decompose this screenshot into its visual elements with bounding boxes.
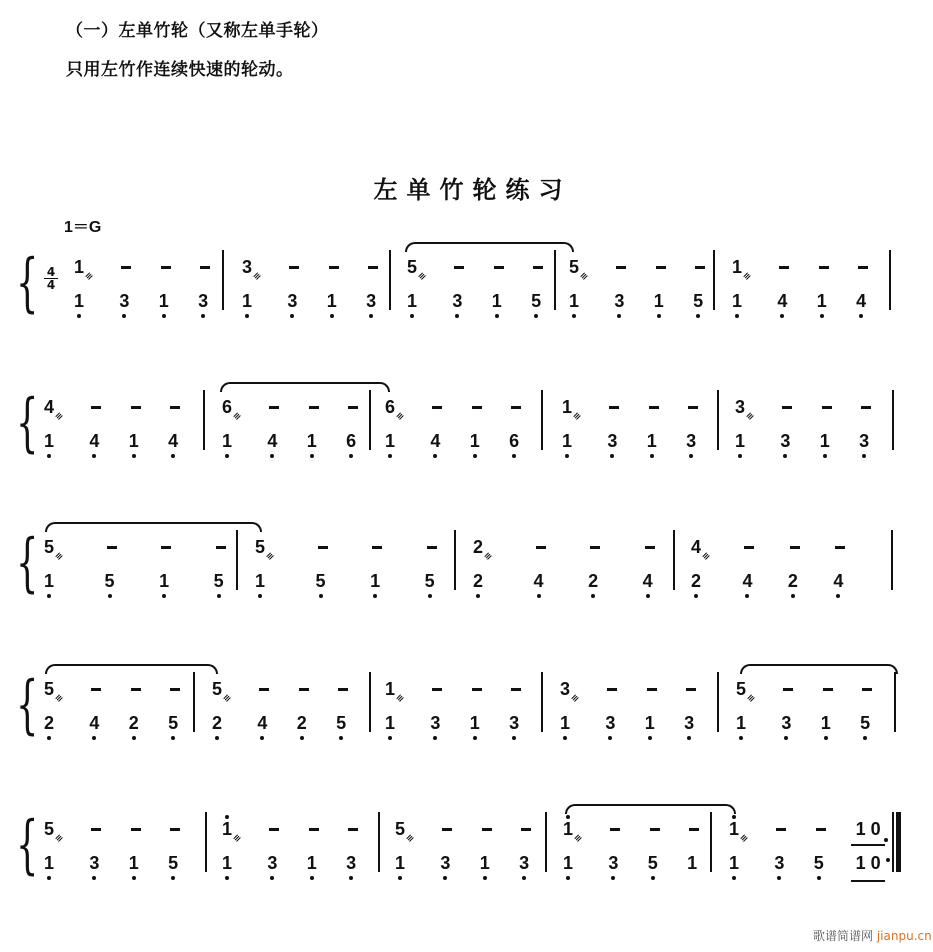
lower-note: 3 (781, 713, 792, 733)
rest-dash (170, 688, 180, 691)
lower-note: 1 (221, 431, 232, 451)
section-description: 只用左竹作连续快速的轮动。 (66, 60, 294, 80)
barline (369, 390, 371, 450)
lower-note: 3 (198, 291, 209, 311)
lower-note: 1 (73, 291, 84, 311)
watermark-cn: 歌谱简谱网 (813, 929, 874, 943)
lower-note: 2 (588, 571, 599, 591)
rest-dash (442, 828, 452, 831)
barline (454, 530, 456, 590)
lower-note: 2 (787, 571, 798, 591)
lower-note: 3 (287, 291, 298, 311)
brace-icon: { (16, 246, 39, 320)
tremolo-icon: ≡ (53, 693, 66, 705)
key-signature: 1＝G (64, 219, 102, 236)
rest-dash (823, 688, 833, 691)
upper-note: 1 (728, 819, 739, 839)
barline (554, 250, 556, 310)
lower-note: 1 (406, 291, 417, 311)
lower-note: 1 (469, 713, 480, 733)
lower-note: 1 (644, 713, 655, 733)
lower-note: 1 (731, 291, 742, 311)
rest-dash (816, 828, 826, 831)
rest-dash (91, 688, 101, 691)
lower-note: 2 (690, 571, 701, 591)
lower-note: 4 (257, 713, 268, 733)
rest-dash (609, 406, 619, 409)
lower-note: 5 (693, 291, 704, 311)
lower-note: 3 (780, 431, 791, 451)
rest-dash (616, 266, 626, 269)
lower-note: 5 (813, 853, 824, 873)
rest-dash (590, 546, 600, 549)
upper-note: 5 (568, 257, 579, 277)
final-barline (896, 812, 901, 872)
rest-dash (170, 406, 180, 409)
tremolo-icon: ≡ (53, 833, 66, 845)
tremolo-icon: ≡ (231, 833, 244, 845)
eighth-underline (851, 880, 885, 882)
lower-note: 1 (43, 571, 54, 591)
lower-note: 4 (533, 571, 544, 591)
rest-dash (269, 828, 279, 831)
lower-note: 5 (860, 713, 871, 733)
tremolo-icon: ≡ (482, 551, 495, 563)
rest-dash (776, 828, 786, 831)
tremolo-icon: ≡ (231, 411, 244, 423)
rest-dash (121, 266, 131, 269)
rest-dash (858, 266, 868, 269)
rest-dash (432, 688, 442, 691)
lower-note: 4 (267, 431, 278, 451)
rest-dash (348, 406, 358, 409)
lower-note: 1 (43, 853, 54, 873)
upper-note: 3 (559, 679, 570, 699)
upper-note: 4 (43, 397, 54, 417)
lower-note: 1 (561, 431, 572, 451)
rest-dash (318, 546, 328, 549)
tremolo-icon: ≡ (264, 551, 277, 563)
barline (894, 672, 896, 732)
lower-note: 5 (168, 713, 179, 733)
eighth-underline (851, 844, 885, 846)
rest-dash (494, 266, 504, 269)
rest-dash (338, 688, 348, 691)
lower-note: 1 (568, 291, 579, 311)
lower-note: 1 (562, 853, 573, 873)
lower-note: 1 (159, 571, 170, 591)
lower-note: 1 (479, 853, 490, 873)
tie-slur (740, 664, 898, 674)
lower-note: 3 (267, 853, 278, 873)
tremolo-icon: ≡ (394, 411, 407, 423)
lower-note: 5 (336, 713, 347, 733)
brace-icon: { (16, 668, 39, 742)
rest-dash (649, 406, 659, 409)
rest-dash (790, 546, 800, 549)
barline (205, 812, 207, 872)
rest-dash (686, 688, 696, 691)
lower-note: 3 (607, 431, 618, 451)
lower-note: 1 (384, 713, 395, 733)
lower-note: 1 (370, 571, 381, 591)
barline (717, 672, 719, 732)
barline-thin (892, 812, 894, 872)
score-title: 左单竹轮练习 (373, 175, 572, 204)
lower-note: 3 (608, 853, 619, 873)
lower-note: 3 (430, 713, 441, 733)
tremolo-icon: ≡ (404, 833, 417, 845)
lower-note: 6 (346, 431, 357, 451)
lower-note: 4 (89, 431, 100, 451)
system-5 (0, 808, 933, 902)
upper-note: 5 (43, 819, 54, 839)
tremolo-icon: ≡ (741, 271, 754, 283)
lower-note: 5 (213, 571, 224, 591)
rest-dash (656, 266, 666, 269)
lower-note: 1 (306, 853, 317, 873)
system-4 (0, 668, 933, 762)
rest-dash (779, 266, 789, 269)
rest-dash (299, 688, 309, 691)
tremolo-icon: ≡ (83, 271, 96, 283)
lower-note: 3 (366, 291, 377, 311)
rest-dash (862, 688, 872, 691)
lower-note: 3 (614, 291, 625, 311)
lower-note: 2 (472, 571, 483, 591)
lower-note: 4 (168, 431, 179, 451)
rest-dash (372, 546, 382, 549)
tremolo-icon: ≡ (738, 833, 751, 845)
rest-dash (200, 266, 210, 269)
rest-dash (822, 406, 832, 409)
lower-note: 1 (43, 431, 54, 451)
upper-note: 2 (472, 537, 483, 557)
lower-note: 1 (158, 291, 169, 311)
lower-note: 1 (735, 713, 746, 733)
lower-note: 1 (254, 571, 265, 591)
lower-note: 3 (605, 713, 616, 733)
rest-dash (521, 828, 531, 831)
rest-dash (131, 406, 141, 409)
lower-note: 3 (89, 853, 100, 873)
lower-note: 3 (684, 713, 695, 733)
upper-note: 1 (562, 819, 573, 839)
tremolo-icon: ≡ (744, 411, 757, 423)
rest-dash (91, 406, 101, 409)
tie-slur (220, 382, 390, 392)
lower-note: 4 (642, 571, 653, 591)
lower-note: 2 (211, 713, 222, 733)
barline (222, 250, 224, 310)
lower-note: 5 (424, 571, 435, 591)
lower-note: 5 (647, 853, 658, 873)
upper-note: 1 (73, 257, 84, 277)
barline (389, 250, 391, 310)
section-heading: （一）左单竹轮（又称左单手轮） (66, 21, 329, 41)
system-2 (0, 386, 933, 480)
upper-note: 1 (384, 679, 395, 699)
rest-dash (482, 828, 492, 831)
rest-dash (454, 266, 464, 269)
barline (892, 390, 894, 450)
upper-note: 5 (254, 537, 265, 557)
rest-dash (107, 546, 117, 549)
rest-dash (161, 546, 171, 549)
upper-note: 4 (690, 537, 701, 557)
system-3 (0, 526, 933, 620)
lower-note: 4 (833, 571, 844, 591)
rest-dash (269, 406, 279, 409)
tremolo-icon: ≡ (221, 693, 234, 705)
lower-note: 1 (728, 853, 739, 873)
lower-note: 1 (326, 291, 337, 311)
rest-dash (91, 828, 101, 831)
rest-dash (259, 688, 269, 691)
lower-note: 3 (686, 431, 697, 451)
lower-note: 1 (128, 431, 139, 451)
tremolo-icon: ≡ (578, 271, 591, 283)
tremolo-icon: ≡ (416, 271, 429, 283)
barline (236, 530, 238, 590)
rest-dash (432, 406, 442, 409)
lower-note: 2 (128, 713, 139, 733)
upper-note: 6 (384, 397, 395, 417)
rest-dash (472, 688, 482, 691)
lower-note: 1 (221, 853, 232, 873)
tremolo-icon: ≡ (53, 411, 66, 423)
lower-note: 4 (742, 571, 753, 591)
lower-note: 3 (119, 291, 130, 311)
lower-note: 1 (687, 853, 698, 873)
lower-note: 4 (777, 291, 788, 311)
rest-dash (835, 546, 845, 549)
rest-dash (472, 406, 482, 409)
tremolo-icon: ≡ (571, 411, 584, 423)
rest-dash (131, 688, 141, 691)
rest-dash (131, 828, 141, 831)
lower-note: 1 (820, 713, 831, 733)
lower-note: 2 (43, 713, 54, 733)
rest-dash (289, 266, 299, 269)
repeat-dot (886, 858, 890, 862)
rest-dash (309, 828, 319, 831)
lower-note: 1 (559, 713, 570, 733)
tremolo-icon: ≡ (394, 693, 407, 705)
tie-slur (405, 242, 574, 252)
lower-note: 3 (859, 431, 870, 451)
barline (891, 530, 893, 590)
lower-note: 3 (346, 853, 357, 873)
upper-note: 1 (561, 397, 572, 417)
barline (541, 672, 543, 732)
rest-dash (533, 266, 543, 269)
rest-dash (819, 266, 829, 269)
rest-dash (610, 828, 620, 831)
tremolo-icon: ≡ (572, 833, 585, 845)
tie-slur (565, 804, 736, 814)
rest-dash (536, 546, 546, 549)
upper-note: 1 (221, 819, 232, 839)
barline (717, 390, 719, 450)
lower-note: 1 (128, 853, 139, 873)
rest-dash (170, 828, 180, 831)
brace-icon: { (16, 386, 39, 460)
lower-note: 1 (734, 431, 745, 451)
lower-note: 5 (168, 853, 179, 873)
upper-note: 5 (211, 679, 222, 699)
upper-note: 5 (394, 819, 405, 839)
lower-note: 3 (452, 291, 463, 311)
rest-dash (695, 266, 705, 269)
repeat-dot (884, 838, 888, 842)
lower-note: 3 (519, 853, 530, 873)
lower-note: 4 (430, 431, 441, 451)
lower-note: 5 (531, 291, 542, 311)
time-signature: 4 4 (44, 266, 58, 291)
barline (673, 530, 675, 590)
tremolo-icon: ≡ (745, 693, 758, 705)
lower-note: 1 (241, 291, 252, 311)
rest-dash (782, 406, 792, 409)
lower-note: 1 (394, 853, 405, 873)
rest-dash (368, 266, 378, 269)
lower-note: 1 (816, 291, 827, 311)
rest-dash (427, 546, 437, 549)
watermark (813, 927, 932, 944)
upper-note: 3 (734, 397, 745, 417)
lower-note: 4 (89, 713, 100, 733)
barline (710, 812, 712, 872)
rest-dash (511, 688, 521, 691)
lower-note: 1 (306, 431, 317, 451)
rest-dash (650, 828, 660, 831)
lower-note: 2 (296, 713, 307, 733)
lower-note: 1 0 (855, 853, 881, 873)
tremolo-icon: ≡ (569, 693, 582, 705)
lower-note: 1 (469, 431, 480, 451)
lower-note: 4 (856, 291, 867, 311)
rest-dash (511, 406, 521, 409)
brace-icon: { (16, 526, 39, 600)
tremolo-icon: ≡ (700, 551, 713, 563)
lower-note: 3 (440, 853, 451, 873)
lower-note: 1 (819, 431, 830, 451)
barline (369, 672, 371, 732)
upper-note: 6 (221, 397, 232, 417)
upper-note: 5 (735, 679, 746, 699)
rest-dash (216, 546, 226, 549)
rest-dash (783, 688, 793, 691)
tie-slur (45, 522, 262, 532)
system-1 (0, 246, 933, 340)
barline (378, 812, 380, 872)
barline (203, 390, 205, 450)
barline (713, 250, 715, 310)
tremolo-icon: ≡ (251, 271, 264, 283)
upper-note: 3 (241, 257, 252, 277)
watermark-domain: jianpu.cn (876, 929, 932, 943)
rest-dash (309, 406, 319, 409)
rest-dash (689, 828, 699, 831)
rest-dash (861, 406, 871, 409)
lower-note: 1 (653, 291, 664, 311)
rest-dash (348, 828, 358, 831)
upper-note: 1 (731, 257, 742, 277)
lower-note: 1 (491, 291, 502, 311)
tie-slur (45, 664, 218, 674)
lower-note: 1 (384, 431, 395, 451)
brace-icon: { (16, 808, 39, 882)
tremolo-icon: ≡ (53, 551, 66, 563)
lower-note: 6 (509, 431, 520, 451)
rest-dash (161, 266, 171, 269)
rest-dash (744, 546, 754, 549)
rest-dash (329, 266, 339, 269)
upper-note: 1 0 (855, 819, 881, 839)
barline (541, 390, 543, 450)
barline (193, 672, 195, 732)
lower-note: 5 (104, 571, 115, 591)
rest-dash (645, 546, 655, 549)
upper-note: 5 (43, 537, 54, 557)
lower-note: 3 (774, 853, 785, 873)
lower-note: 3 (509, 713, 520, 733)
lower-note: 5 (315, 571, 326, 591)
rest-dash (647, 688, 657, 691)
upper-note: 5 (43, 679, 54, 699)
upper-note: 5 (406, 257, 417, 277)
rest-dash (607, 688, 617, 691)
rest-dash (688, 406, 698, 409)
barline (545, 812, 547, 872)
lower-note: 1 (646, 431, 657, 451)
barline (889, 250, 891, 310)
